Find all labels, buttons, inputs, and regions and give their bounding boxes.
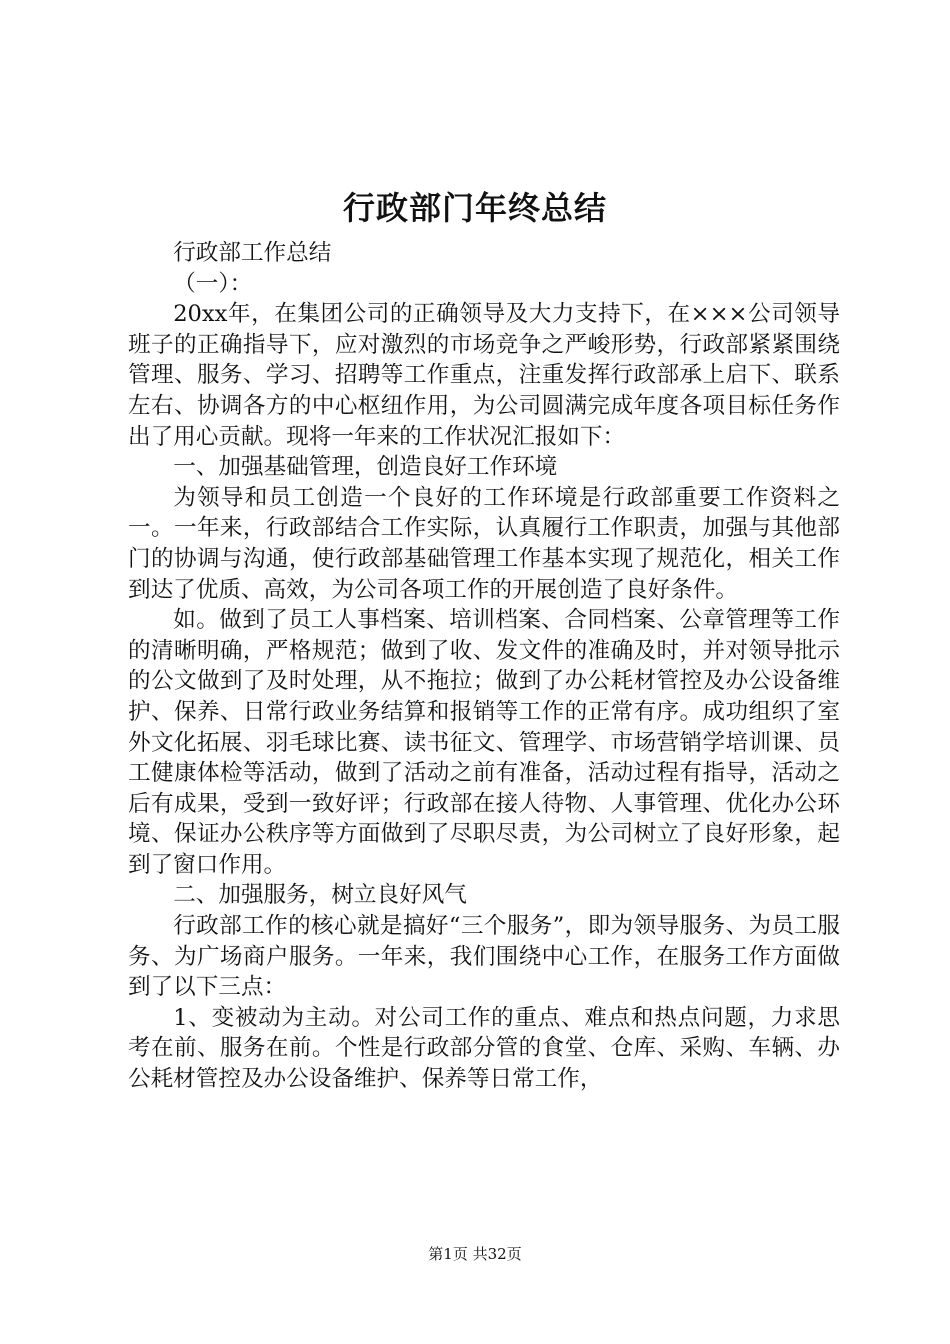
body-paragraph: 20xx年，在集团公司的正确领导及大力支持下，在×××公司领导班子的正确指导下，应对激烈的市场竞争之严峻形势，行政部紧紧围绕管理、服务、学习、招聘等工作重点，注重发挥行政部承上启下、联系左右、协调各方的中心枢纽作用，为公司圆满完成年度各项目标任务作出了用心贡献。现将一年来的工作状况汇报如下： <box>128 301 840 450</box>
section-heading: 二、加强服务，树立良好风气 <box>173 882 467 909</box>
section-heading: 一、加强基础管理，创造良好工作环境 <box>173 454 558 481</box>
document-title: 行政部门年终总结 <box>342 189 607 227</box>
section-subheading: （一）： <box>173 270 253 297</box>
body-paragraph: 如。做到了员工人事档案、培训档案、合同档案、公章管理等工作的清晰明确，严格规范；做到了收、发文件的准确及时，并对领导批示的公文做到了及时处理，从不拖拉；做到了办公耗材管控及办公设备维护、保养、日常行政业务结算和报销等工作的正常有序。成功组织了室外文化拓展、羽毛球比赛、读书征文、管理学、市场营销学培训课、员工健康体检等活动，做到了活动之前有准备，活动过程有指导，活动之后有成果，受到一致好评；行政部在接人待物、人事管理、优化办公环境、保证办公秩序等方面做到了尽职尽责，为公司树立了良好形象，起到了窗口作用。 <box>128 607 840 878</box>
document-body <box>128 238 840 1095</box>
section-heading: 行政部工作总结 <box>173 240 332 266</box>
body-paragraph: 为领导和员工创造一个良好的工作环境是行政部重要工作资料之一。一年来，行政部结合工作实际，认真履行工作职责，加强与其他部门的协调与沟通，使行政部基础管理工作基本实现了规范化，相关工作到达了优质、高效，为公司各项工作的开展创造了良好条件。 <box>128 484 840 603</box>
body-paragraph: 行政部工作的核心就是搞好“三个服务”，即为领导服务、为员工服务、为广场商户服务。一年来，我们围绕中心工作，在服务工作方面做到了以下三点： <box>128 913 840 1001</box>
page-footer: 第1页 共32页 <box>428 1245 522 1263</box>
body-paragraph: 1、变被动为主动。对公司工作的重点、难点和热点问题，力求思考在前、服务在前。个性是行政部分管的食堂、仓库、采购、车辆、办公耗材管控及办公设备维护、保养等日常工作， <box>128 1004 840 1093</box>
